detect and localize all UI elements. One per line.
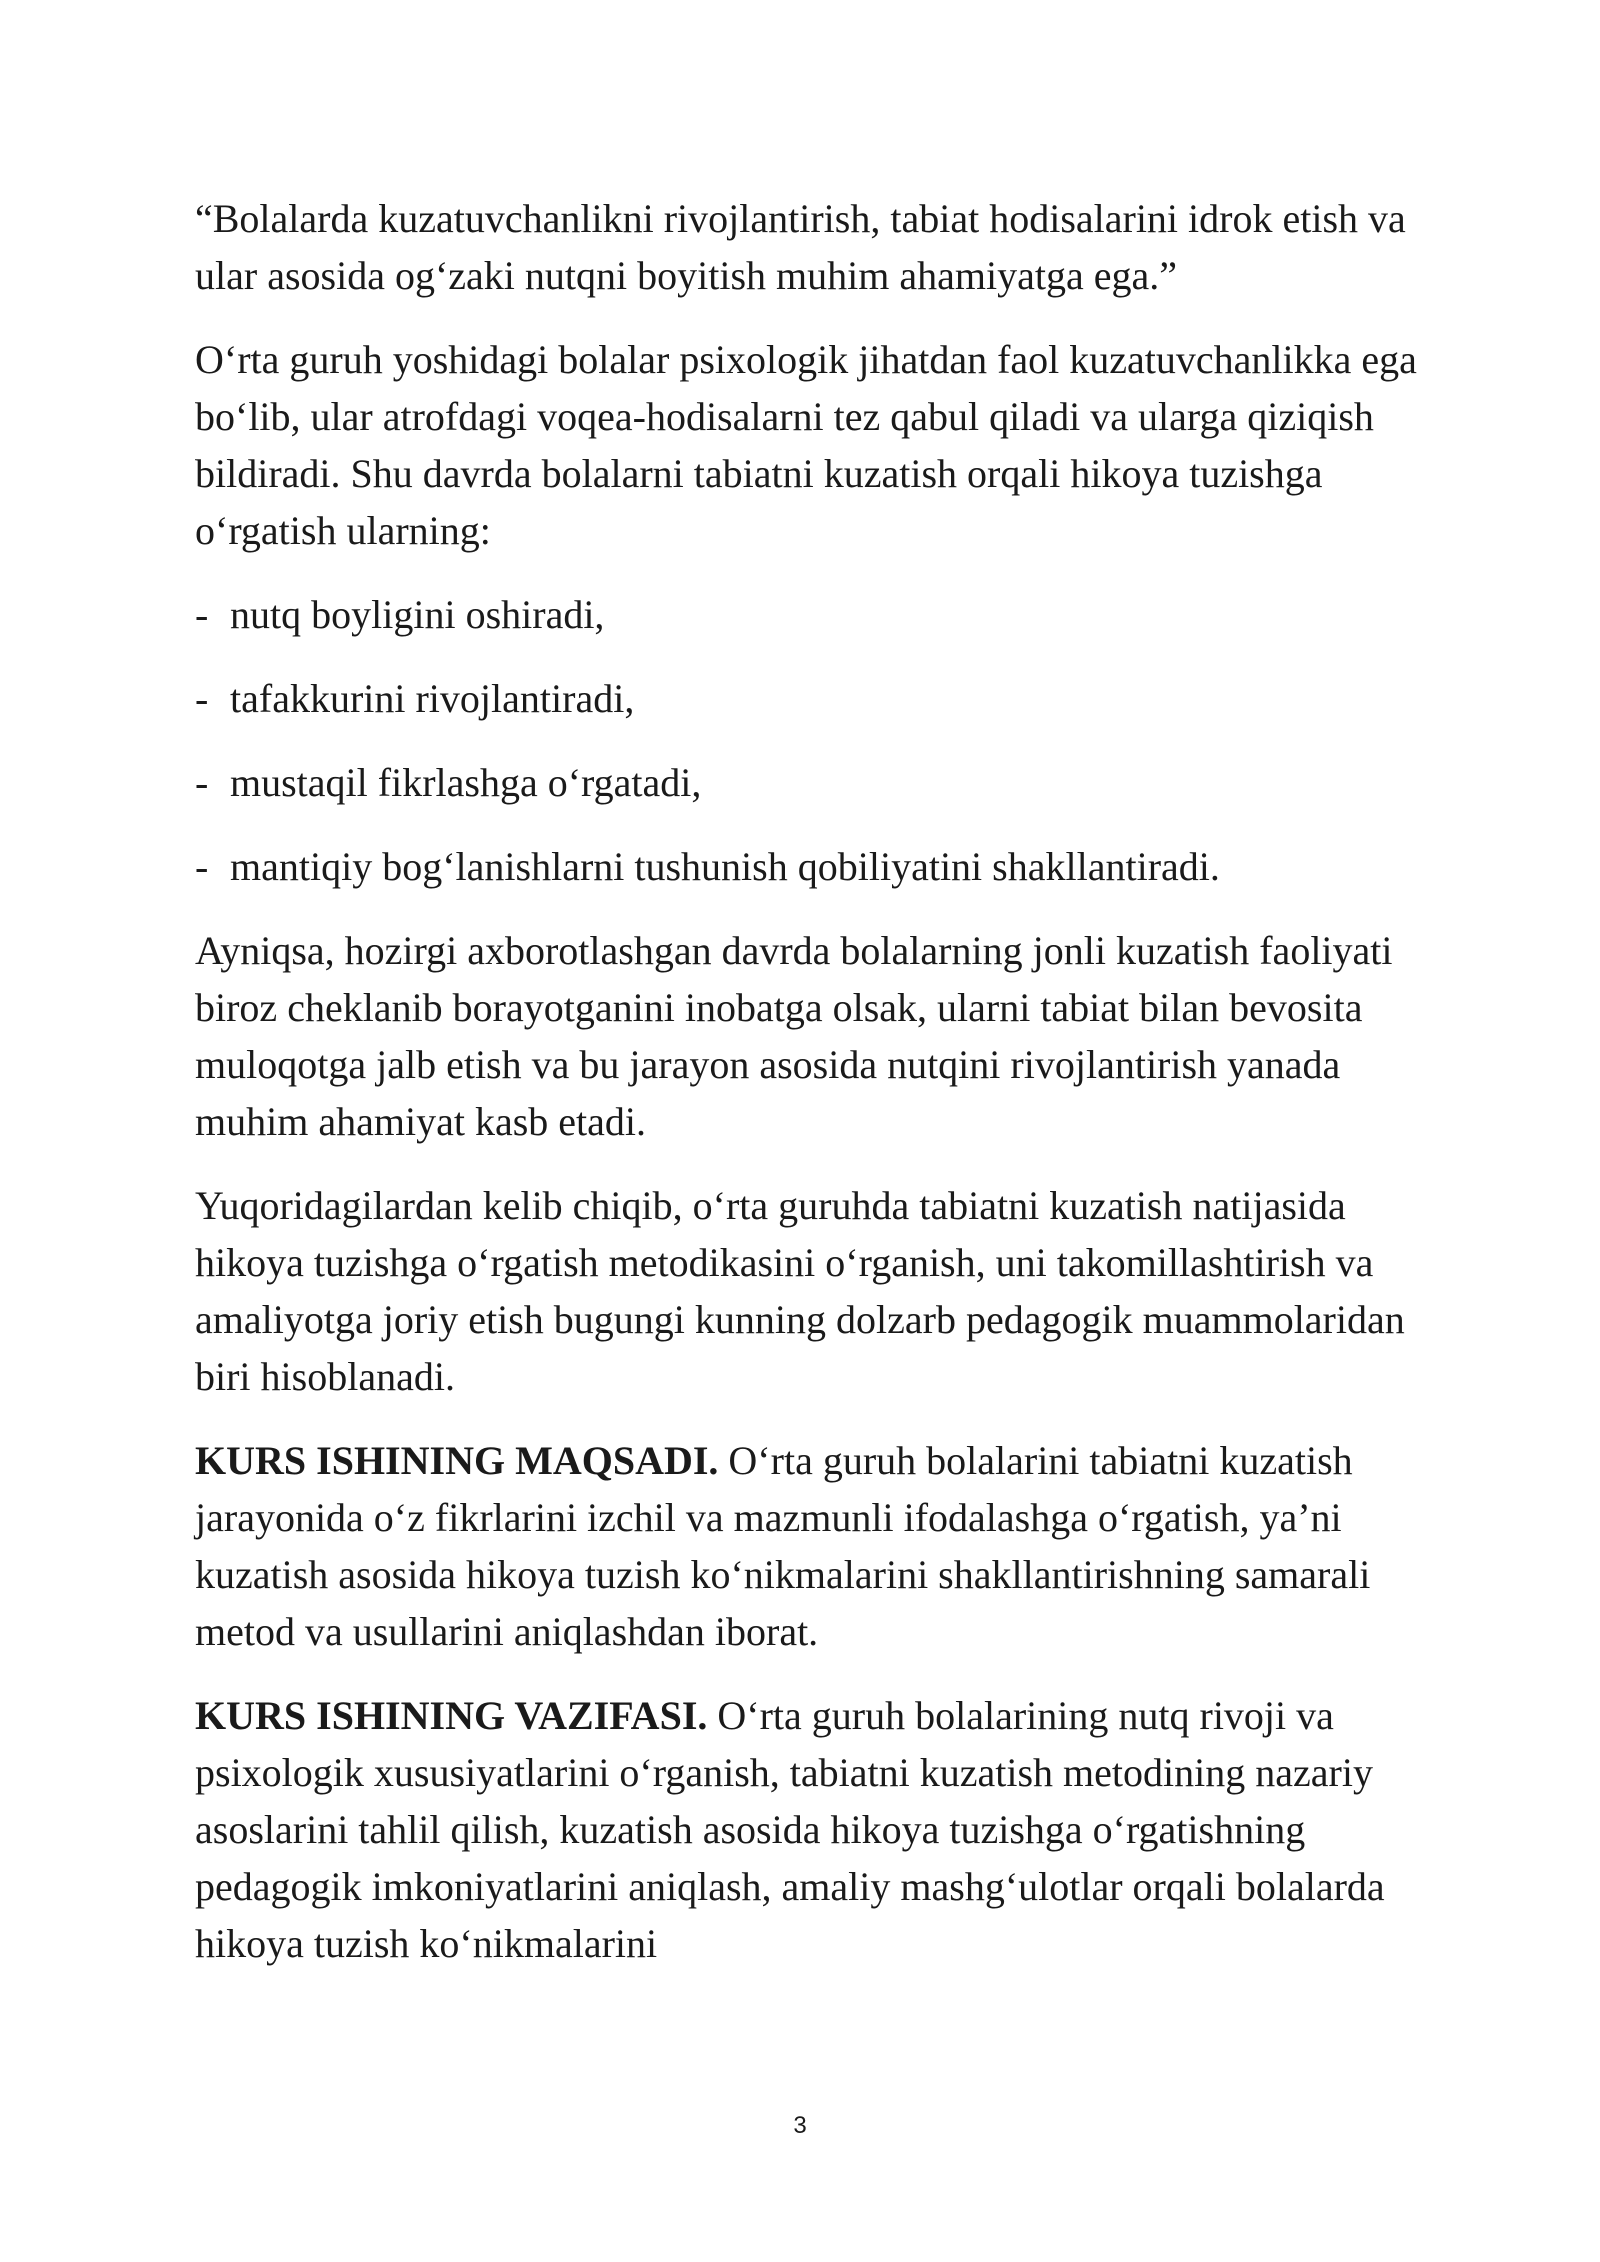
task-paragraph	[195, 1687, 1425, 1972]
list-item-text: nutq boyligini oshiradi,	[230, 592, 605, 637]
list-item-text: mustaqil fikrlashga o‘rgatadi,	[230, 760, 702, 805]
list-item	[195, 754, 1425, 811]
goal-text: O‘rta guruh bolalarini tabiatni kuzatish jarayonida o‘z fikrlarini izchil va mazmunli ifodalashga o‘rgatish, ya’ni kuzatish asosida hikoya tuzish ko‘nikmalarini shakllantirishning samarali metod va usullarini aniqlashdan iborat.	[195, 1438, 1371, 1654]
list-item	[195, 838, 1425, 895]
intro-paragraph: O‘rta guruh yoshidagi bolalar psixologik jihatdan faol kuzatuvchanlikka ega bo‘lib, ular atrofdagi voqea-hodisalarni tez qabul qiladi va ularga qiziqish bildiradi. Shu davrda bolalarni tabiatni kuzatish orqali hikoya tuzishga o‘rgatish ularning:	[195, 337, 1417, 553]
goal-heading: KURS ISHINING MAQSADI.	[195, 1438, 719, 1483]
list-item-text: mantiqiy bog‘lanishlarni tushunish qobiliyatini shakllantiradi.	[230, 844, 1220, 889]
ayniqsa-paragraph: Ayniqsa, hozirgi axborotlashgan davrda bolalarning jonli kuzatish faoliyati biroz cheklanib borayotganini inobatga olsak, ularni tabiat bilan bevosita muloqotga jalb etish va bu jarayon asosida nutqini rivojlantirish yanada muhim ahamiyat kasb etadi.	[195, 928, 1393, 1144]
list-item	[195, 586, 1425, 643]
page-number: 3	[793, 2112, 807, 2139]
task-heading: KURS ISHINING VAZIFASI.	[195, 1693, 708, 1738]
task-text: O‘rta guruh bolalarining nutq rivoji va psixologik xususiyatlarini o‘rganish, tabiatni kuzatish metodining nazariy asoslarini tahlil qilish, kuzatish asosida hikoya tuzishga o‘rgatishning pedagogik imkoniyatlarini aniqlash, amaliy mashg‘ulotlar orqali bolalarda hikoya tuzish ko‘nikmalarini	[195, 1693, 1385, 1966]
list-item	[195, 670, 1425, 727]
list-dash: -	[195, 760, 209, 805]
benefits-list	[195, 586, 1425, 895]
list-dash: -	[195, 676, 209, 721]
yuqoridagilardan-paragraph: Yuqoridagilardan kelib chiqib, o‘rta guruhda tabiatni kuzatish natijasida hikoya tuzishga o‘rgatish metodikasini o‘rganish, uni takomillashtirish va amaliyotga joriy etish bugungi kunning dolzarb pedagogik muammolaridan biri hisoblanadi.	[195, 1183, 1405, 1399]
document-page	[195, 190, 1425, 1999]
list-item-text: tafakkurini rivojlantiradi,	[230, 676, 635, 721]
list-dash: -	[195, 844, 209, 889]
list-dash: -	[195, 592, 209, 637]
goal-paragraph	[195, 1432, 1425, 1660]
quote-paragraph: “Bolalarda kuzatuvchanlikni rivojlantirish, tabiat hodisalarini idrok etish va ular asosida og‘zaki nutqni boyitish muhim ahamiyatga ega.”	[195, 196, 1406, 298]
